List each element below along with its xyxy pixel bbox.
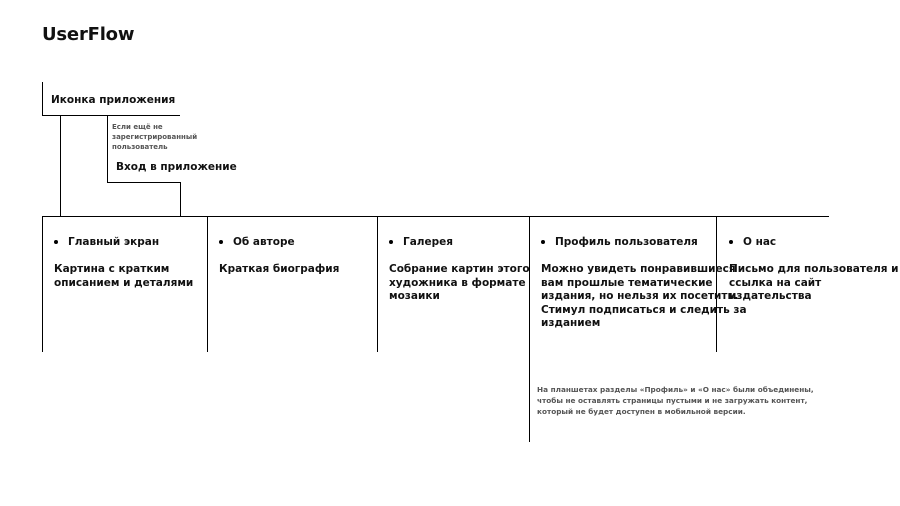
description-line: издательства — [729, 290, 812, 302]
note-line: На планшетах разделы «Профиль» и «О нас» были объединены, — [537, 385, 814, 394]
description-line: Стимул подписаться и следить за — [541, 303, 747, 316]
section-heading: Главный экран — [68, 236, 160, 248]
description-line: мозаики — [389, 290, 440, 302]
description-line: изданием — [541, 317, 601, 329]
section-heading-row — [54, 236, 193, 248]
section-heading-row — [389, 236, 530, 248]
section-heading-row — [729, 236, 899, 248]
connector-line — [107, 115, 108, 182]
description-line: вам прошлые тематические — [541, 276, 713, 289]
description-line: издания, но нельзя их посетить. — [541, 290, 739, 302]
bullet-icon — [389, 240, 393, 244]
note-line: зарегистрированный — [112, 133, 198, 141]
description-line: Собрание картин этого — [389, 263, 530, 275]
page-title: UserFlow — [42, 24, 135, 45]
section-about-us — [729, 216, 899, 304]
section-heading: Галерея — [403, 236, 453, 248]
section-heading-row — [541, 236, 747, 248]
description-line: описанием и деталями — [54, 276, 194, 289]
section-heading-row — [219, 236, 339, 248]
login-node: Вход в приложение — [116, 161, 237, 173]
section-about-author — [219, 216, 339, 277]
app-icon-node: Иконка приложения — [51, 94, 176, 106]
tablet-note — [537, 385, 814, 417]
description-line: Письмо для пользователя и — [729, 263, 899, 275]
connector-line — [180, 182, 181, 216]
bullet-icon — [729, 240, 733, 244]
section-heading: Профиль пользователя — [555, 236, 698, 248]
connector-line — [107, 182, 180, 183]
connector-line — [60, 115, 61, 216]
unregistered-note — [112, 122, 197, 152]
section-description — [389, 263, 530, 304]
note-line: Если ещё не — [112, 123, 163, 131]
section-description — [729, 263, 899, 304]
description-line: Можно увидеть понравившиеся — [541, 263, 736, 275]
column-line — [207, 216, 208, 352]
column-line — [42, 216, 43, 352]
bullet-icon — [541, 240, 545, 244]
connector-line — [42, 115, 180, 116]
section-main-screen — [54, 216, 193, 290]
note-line: пользователь — [112, 143, 168, 151]
bullet-icon — [219, 240, 223, 244]
section-description — [219, 263, 339, 277]
note-line: который не будет доступен в мобильной версии. — [537, 406, 746, 416]
bullet-icon — [54, 240, 58, 244]
section-heading: Об авторе — [233, 236, 295, 248]
description-line: ссылка на сайт — [729, 276, 822, 289]
section-gallery — [389, 216, 530, 304]
section-heading: О нас — [743, 236, 777, 248]
section-description — [541, 263, 747, 331]
note-line: чтобы не оставлять страницы пустыми и не загружать контент, — [537, 395, 808, 405]
section-description — [54, 263, 193, 290]
section-user-profile — [541, 216, 747, 331]
column-line — [377, 216, 378, 352]
description-line: Картина с кратким — [54, 263, 170, 275]
connector-line — [42, 82, 43, 115]
description-line: художника в формате — [389, 276, 526, 289]
description-line: Краткая биография — [219, 263, 340, 275]
